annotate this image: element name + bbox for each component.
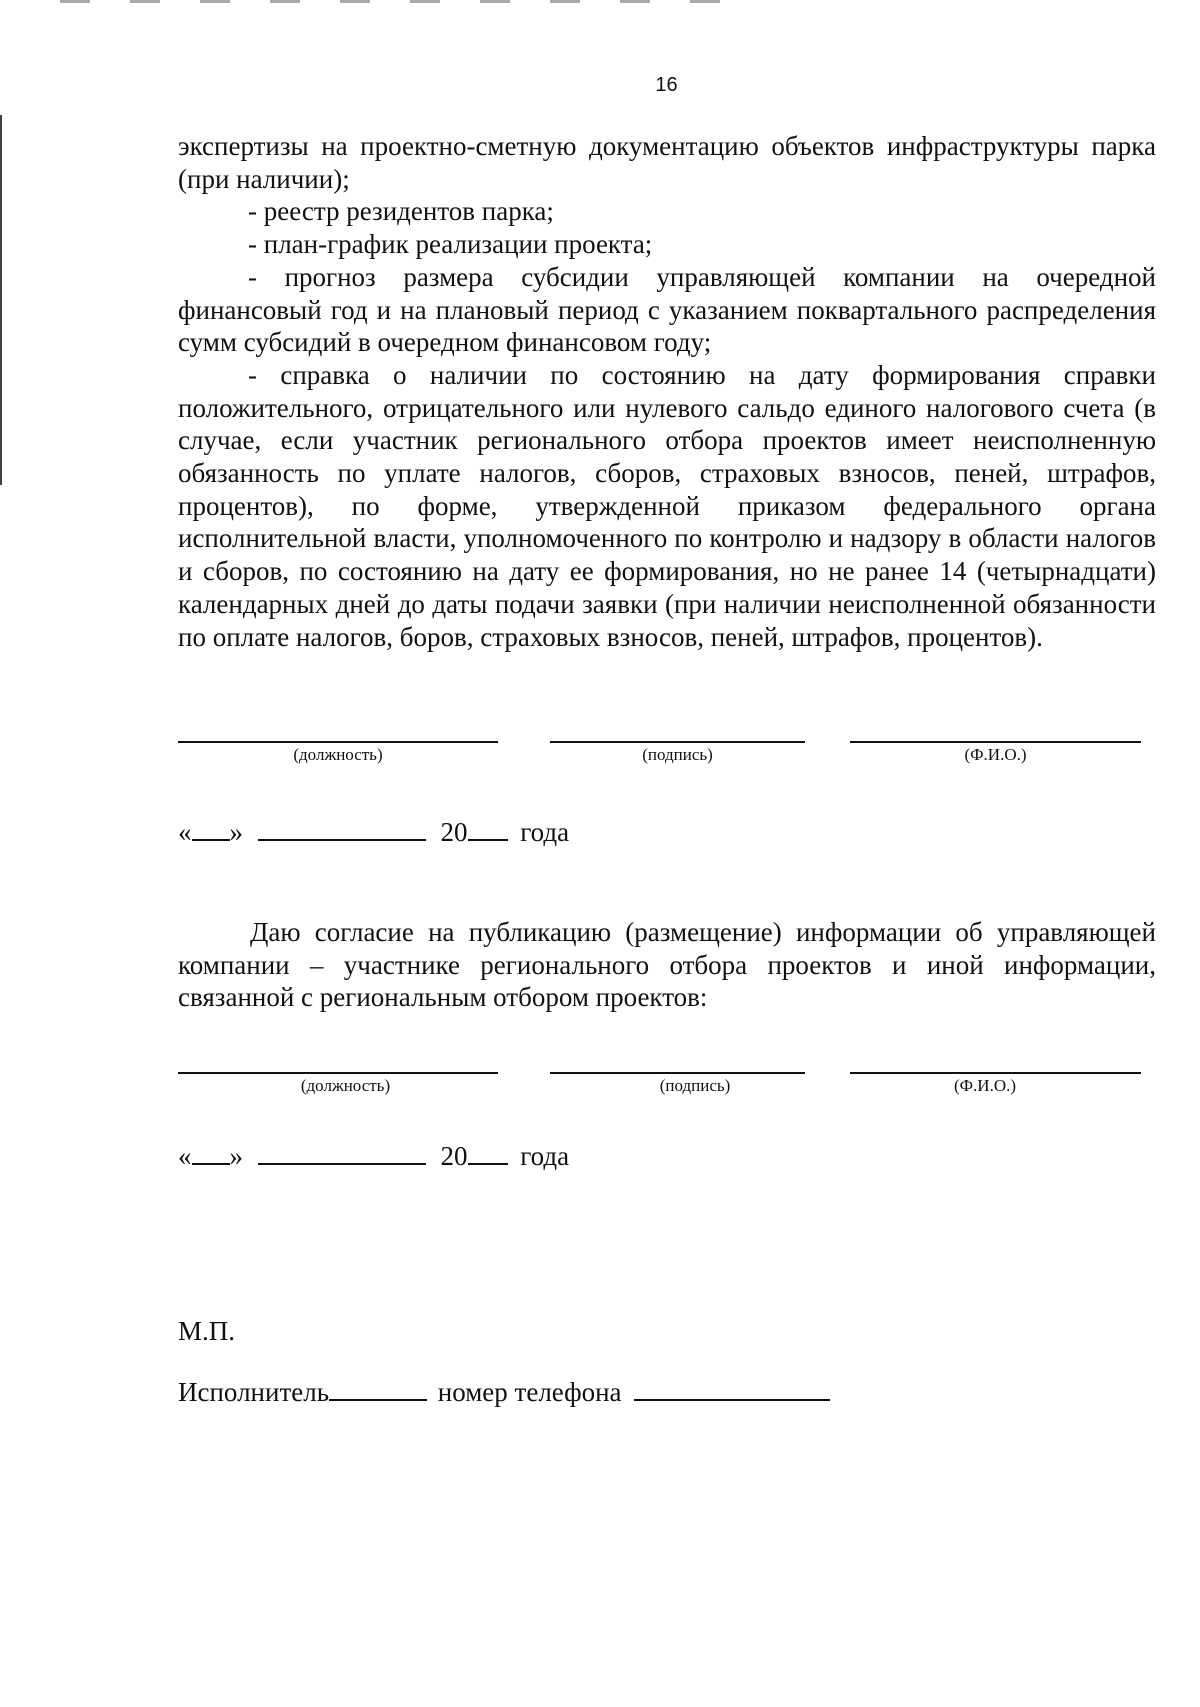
consent-statement (178, 916, 1156, 1014)
year-word: года (520, 1141, 570, 1171)
position-caption: (должность) (293, 745, 383, 764)
open-quote: « (178, 817, 192, 847)
executor-field[interactable] (329, 1377, 427, 1401)
fio-line[interactable] (850, 1072, 1141, 1074)
stamp-place: М.П. (178, 1316, 236, 1346)
consent-text: Даю согласие на публикацию (размещение) информации об управляющей компании – участнике регионального отбора проектов и иной информации, связанной с региональным отбором проектов: (178, 917, 1156, 1013)
year-field[interactable] (468, 817, 508, 841)
year-prefix: 20 (440, 817, 468, 847)
signature-caption: (подпись) (642, 745, 713, 764)
position-line[interactable] (178, 1072, 498, 1074)
scan-edge-left (0, 115, 2, 485)
year-prefix: 20 (440, 1141, 468, 1171)
month-field[interactable] (258, 1141, 426, 1165)
list-item-tax-certificate: - справка о наличии по состоянию на дату формирования справки положительного, отрицательного или нулевого сальдо единого налогового счета (в случае, если участник регионального отбора проектов имеет неисполненную обязанность по уплате налогов, сборов, страховых взносов, пеней, штрафов, процентов), по форме, утвержденной приказом федерального органа исполнительной власти, уполномоченного по контролю и надзору в области налогов и сборов, по состоянию на дату ее формирования, но не ранее 14 (четырнадцати) календарных дней до даты подачи заявки (при наличии неисполненной обязанности по оплате налогов, боров, страховых взносов, пеней, штрафов, процентов). (178, 359, 1156, 652)
day-field[interactable] (192, 817, 230, 841)
month-field[interactable] (258, 817, 426, 841)
open-quote: « (178, 1141, 192, 1171)
list-item-schedule: - план-график реализации проекта; (248, 229, 653, 260)
list-item-residents-registry: - реестр резидентов парка; (248, 196, 554, 227)
close-quote: » (229, 1141, 243, 1171)
body-text (178, 130, 1156, 653)
executor-line (178, 1377, 830, 1408)
paragraph-continuation: экспертизы на проектно-сметную документацию объектов инфраструктуры парка (при наличии); (178, 131, 1156, 194)
executor-label: Исполнитель (178, 1377, 330, 1407)
fio-caption: (Ф.И.О.) (953, 1076, 1017, 1095)
signature-block-2 (178, 1072, 1141, 1112)
fio-line[interactable] (850, 741, 1141, 743)
position-line[interactable] (178, 741, 498, 743)
year-field[interactable] (468, 1141, 508, 1165)
phone-field[interactable] (634, 1377, 830, 1401)
signature-line[interactable] (550, 1072, 805, 1074)
date-line-1 (178, 817, 569, 848)
position-caption: (должность) (300, 1076, 391, 1095)
signature-line[interactable] (550, 741, 805, 743)
day-field[interactable] (192, 1141, 230, 1165)
signature-caption: (подпись) (659, 1076, 731, 1095)
year-word: года (520, 817, 570, 847)
close-quote: » (229, 817, 243, 847)
fio-caption: (Ф.И.О.) (964, 745, 1027, 764)
list-item-subsidy-forecast: - прогноз размера субсидии управляющей компании на очередной финансовый год и на плановый период с указанием поквартального распределения сумм субсидий в очередном финансовом году; (178, 261, 1156, 358)
page-number: 16 (655, 74, 678, 96)
scan-edge-top (60, 0, 760, 3)
date-line-2 (178, 1141, 569, 1172)
signature-block-1 (178, 741, 1141, 781)
phone-label: номер телефона (437, 1377, 622, 1407)
